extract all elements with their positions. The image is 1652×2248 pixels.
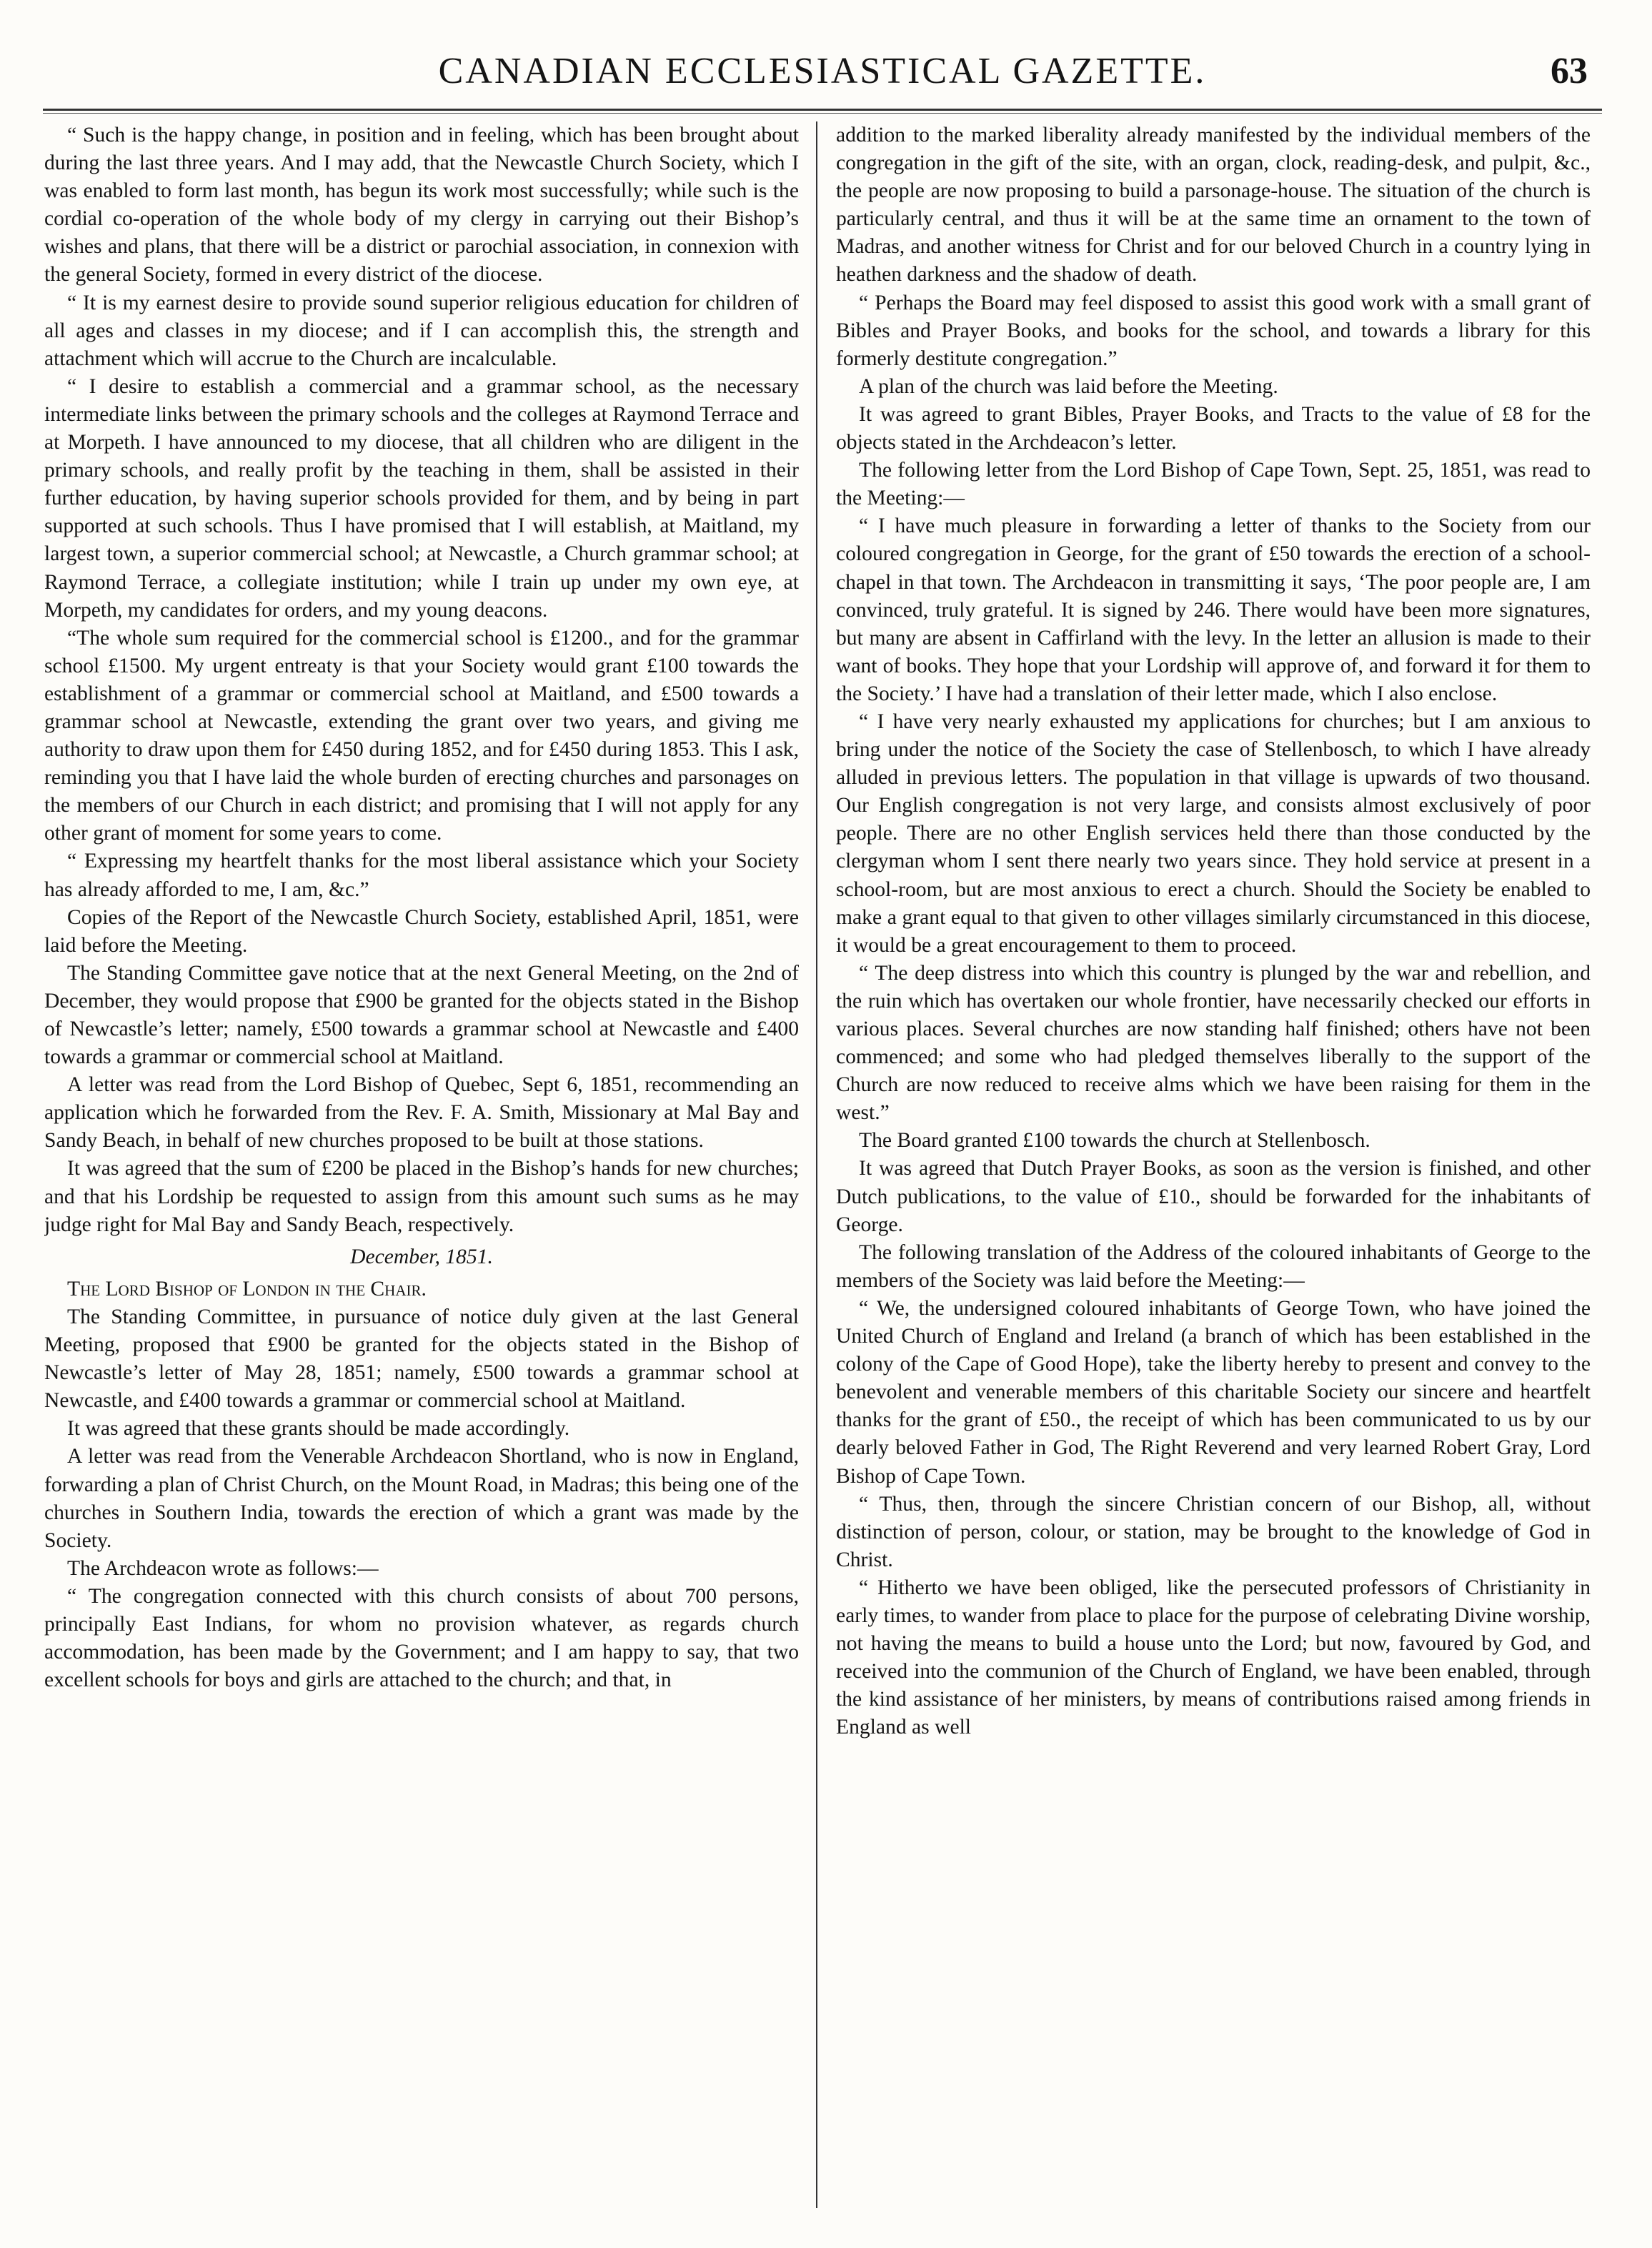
paragraph: Copies of the Report of the Newcastle Church Society, established April, 1851, were laid before the Meeting.: [44, 905, 799, 957]
paragraph: addition to the marked liberality already manifested by the individual members of the congregation in the gift of the site, with an organ, clock, reading-desk, and pulpit, &c., the people are now proposing to build a parsonage-house. The situation of the church is particularly central, and thus it will be at the same time an ornament to the town of Madras, and another witness for Christ and for our beloved Church in a country lying in heathen darkness and the shadow of death.: [836, 124, 1591, 287]
paragraph: It was agreed that the sum of £200 be placed in the Bishop’s hands for new churches; and that his Lordship be requested to assign from this amount such sums as he may judge right for Mal Bay and Sandy Beach, respectively.: [44, 1157, 799, 1236]
page-number: 63: [1551, 51, 1588, 91]
paragraph: “ I desire to establish a commercial and a grammar school, as the necessary intermediate links between the primary schools and the colleges at Raymond Terrace and at Morpeth. I have announced to my diocese, that all children who are diligent in the primary schools, and really profit by the teaching in them, shall be assisted in their further education, by having superior schools provided for them, and by being in part supported at such schools. Thus I have promised that I will establish, at Maitland, my largest town, a superior commercial school; at Newcastle, a Church grammar school; at Raymond Terrace, a collegiate institution; while I train up under my own eye, at Morpeth, my candidates for orders, and my young deacons.: [44, 374, 799, 622]
paragraph: “ I have much pleasure in forwarding a letter of thanks to the Society from our coloured congregation in George, for the grant of £50 towards the erection of a school-chapel in that town. The Archdeacon in transmitting it says, ‘The poor people are, I am convinced, truly grateful. It is signed by 246. There would have been more signatures, but many are absent in Caffirland with the levy. In the letter an allusion is made to their want of books. They hope that your Lordship will approve of, and forward it for them to the Society.’ I have had a translation of their letter made, which I also enclose.: [836, 514, 1591, 705]
paragraph: “ Such is the happy change, in position and in feeling, which has been brought about during the last three years. And I may add, that the Newcastle Church Society, which I was enabled to form last month, has begun its work most successfully; while such is the cordial co-operation of the whole body of my clergy in carrying out their Bishop’s wishes and plans, that there will be a district or parochial association, in connexion with the general Society, formed in every district of the diocese.: [44, 124, 799, 287]
paragraph: The Standing Committee, in pursuance of notice duly given at the last General Meeting, proposed that £900 be granted for the objects stated in the Bishop of Newcastle’s letter of May 28, 1851; namely, £500 towards a grammar school at Newcastle, and £400 towards a grammar or commercial school at Maitland.: [44, 1305, 799, 1413]
paragraph: “ It is my earnest desire to provide sound superior religious education for children of all ages and classes in my diocese; and if I can accomplish this, the strength and attachment which will accrue to the Church are incalculable.: [44, 291, 799, 370]
paragraph: It was agreed that Dutch Prayer Books, as soon as the version is finished, and other Dutch publications, to the value of £10., should be forwarded for the inhabitants of George.: [836, 1157, 1591, 1236]
paragraph: “ We, the undersigned coloured inhabitants of George Town, who have joined the United Church of England and Ireland (a branch of which has been established in the colony of the Cape of Good Hope), take the liberty hereby to present and convey to the benevolent and venerable members of this charitable Society our sincere and heartfelt thanks for the grant of £50., the receipt of which has been communicated to us by our dearly beloved Father in God, The Right Reverend and very learned Robert Gray, Lord Bishop of Cape Town.: [836, 1296, 1591, 1488]
chair-line: The Lord Bishop of London in the Chair.: [67, 1277, 427, 1300]
paragraph: It was agreed that these grants should be made accordingly.: [67, 1417, 570, 1441]
paragraph: “ Hitherto we have been obliged, like the persecuted professors of Christianity in early times, to wander from place to place for the purpose of celebrating Divine worship, not having the means to build a house unto the Lord; but now, favoured by God, and received into the communion of the Church of England, we have been enabled, through the kind assistance of her ministers, by means of contributions raised among friends in England as well: [836, 1576, 1591, 1739]
paragraph: The Board granted £100 towards the church at Stellenbosch.: [859, 1129, 1370, 1153]
right-column: [836, 121, 1591, 2208]
column-divider: [816, 121, 817, 2208]
paragraph: It was agreed to grant Bibles, Prayer Books, and Tracts to the value of £8 for the objects stated in the Archdeacon’s letter.: [836, 402, 1591, 454]
section-heading: December, 1851.: [350, 1245, 493, 1268]
paragraph: “ Perhaps the Board may feel disposed to assist this good work with a small grant of Bibles and Prayer Books, and books for the school, and towards a library for this formerly destitute congregation.”: [836, 291, 1591, 370]
paragraph: The Standing Committee gave notice that at the next General Meeting, on the 2nd of December, they would propose that £900 be granted for the objects stated in the Bishop of Newcastle’s letter; namely, £500 towards a grammar school at Newcastle and £400 towards a grammar or commercial school at Maitland.: [44, 961, 799, 1069]
paragraph: The following letter from the Lord Bishop of Cape Town, Sept. 25, 1851, was read to the Meeting:—: [836, 459, 1591, 510]
paragraph: “ The congregation connected with this church consists of about 700 persons, principally East Indians, for whom no provision whatever, as regards church accommodation, has been made by the Government; and I am happy to say, that two excellent schools for boys and girls are attached to the church; and that, in: [44, 1584, 799, 1692]
page-header: [43, 50, 1602, 106]
paragraph: A letter was read from the Lord Bishop of Quebec, Sept 6, 1851, recommending an application which he forwarded from the Rev. F. A. Smith, Missionary at Mal Bay and Sandy Beach, in behalf of new churches proposed to be built at those stations.: [44, 1073, 799, 1153]
paragraph: “ The deep distress into which this country is plunged by the war and rebellion, and the ruin which has overtaken our whole frontier, have necessarily checked our efforts in various places. Several churches are now standing half finished; others have not been commenced; and some who had pledged themselves liberally to the support of the Church are now reduced to receive alms which we have been raising for them in the west.”: [836, 961, 1591, 1125]
paragraph: “ Expressing my heartfelt thanks for the most liberal assistance which your Society has already afforded to me, I am, &c.”: [44, 850, 799, 901]
paragraph: “ I have very nearly exhausted my applications for churches; but I am anxious to bring under the notice of the Society the case of Stellenbosch, to which I have already alluded in previous letters. The population in that village is upwards of two thousand. Our English congregation is not very large, and consists almost exclusively of poor people. There are no other English services held there than those conducted by the clergyman whom I sent there nearly two years since. They hold service at present in a school-room, but are most anxious to erect a church. Should the Society be enabled to make a grant equal to that given to other villages similarly circumstanced in this diocese, it would be a great encouragement to them to proceed.: [836, 710, 1591, 957]
paragraph: “ Thus, then, through the sincere Christian concern of our Bishop, all, without distinction of person, colour, or station, may be brought to the knowledge of God in Christ.: [836, 1492, 1591, 1571]
left-column: [44, 121, 799, 2208]
paragraph: The Archdeacon wrote as follows:—: [67, 1556, 379, 1580]
paragraph: The following translation of the Address of the coloured inhabitants of George to the members of the Society was laid before the Meeting:—: [836, 1240, 1591, 1292]
running-title: CANADIAN ECCLESIASTICAL GAZETTE.: [438, 51, 1207, 91]
paragraph: A letter was read from the Venerable Archdeacon Shortland, who is now in England, forwarding a plan of Christ Church, on the Mount Road, in Madras; this being one of the churches in Southern India, towards the erection of which a grant was made by the Society.: [44, 1445, 799, 1552]
paragraph: “The whole sum required for the commercial school is £1200., and for the grammar school £1500. My urgent entreaty is that your Society would grant £100 towards the establishment of a grammar or commercial school at Maitland, and £500 towards a grammar school at Newcastle, extending the grant over two years, and giving me authority to draw upon them for £450 during 1852, and for £450 during 1853. This I ask, reminding you that I have laid the whole burden of erecting churches and parsonages on the members of our Church in each district; and promising that I will not apply for any other grant of moment for some years to come.: [44, 626, 799, 845]
header-rule: [43, 109, 1602, 114]
paragraph: A plan of the church was laid before the Meeting.: [859, 374, 1278, 398]
